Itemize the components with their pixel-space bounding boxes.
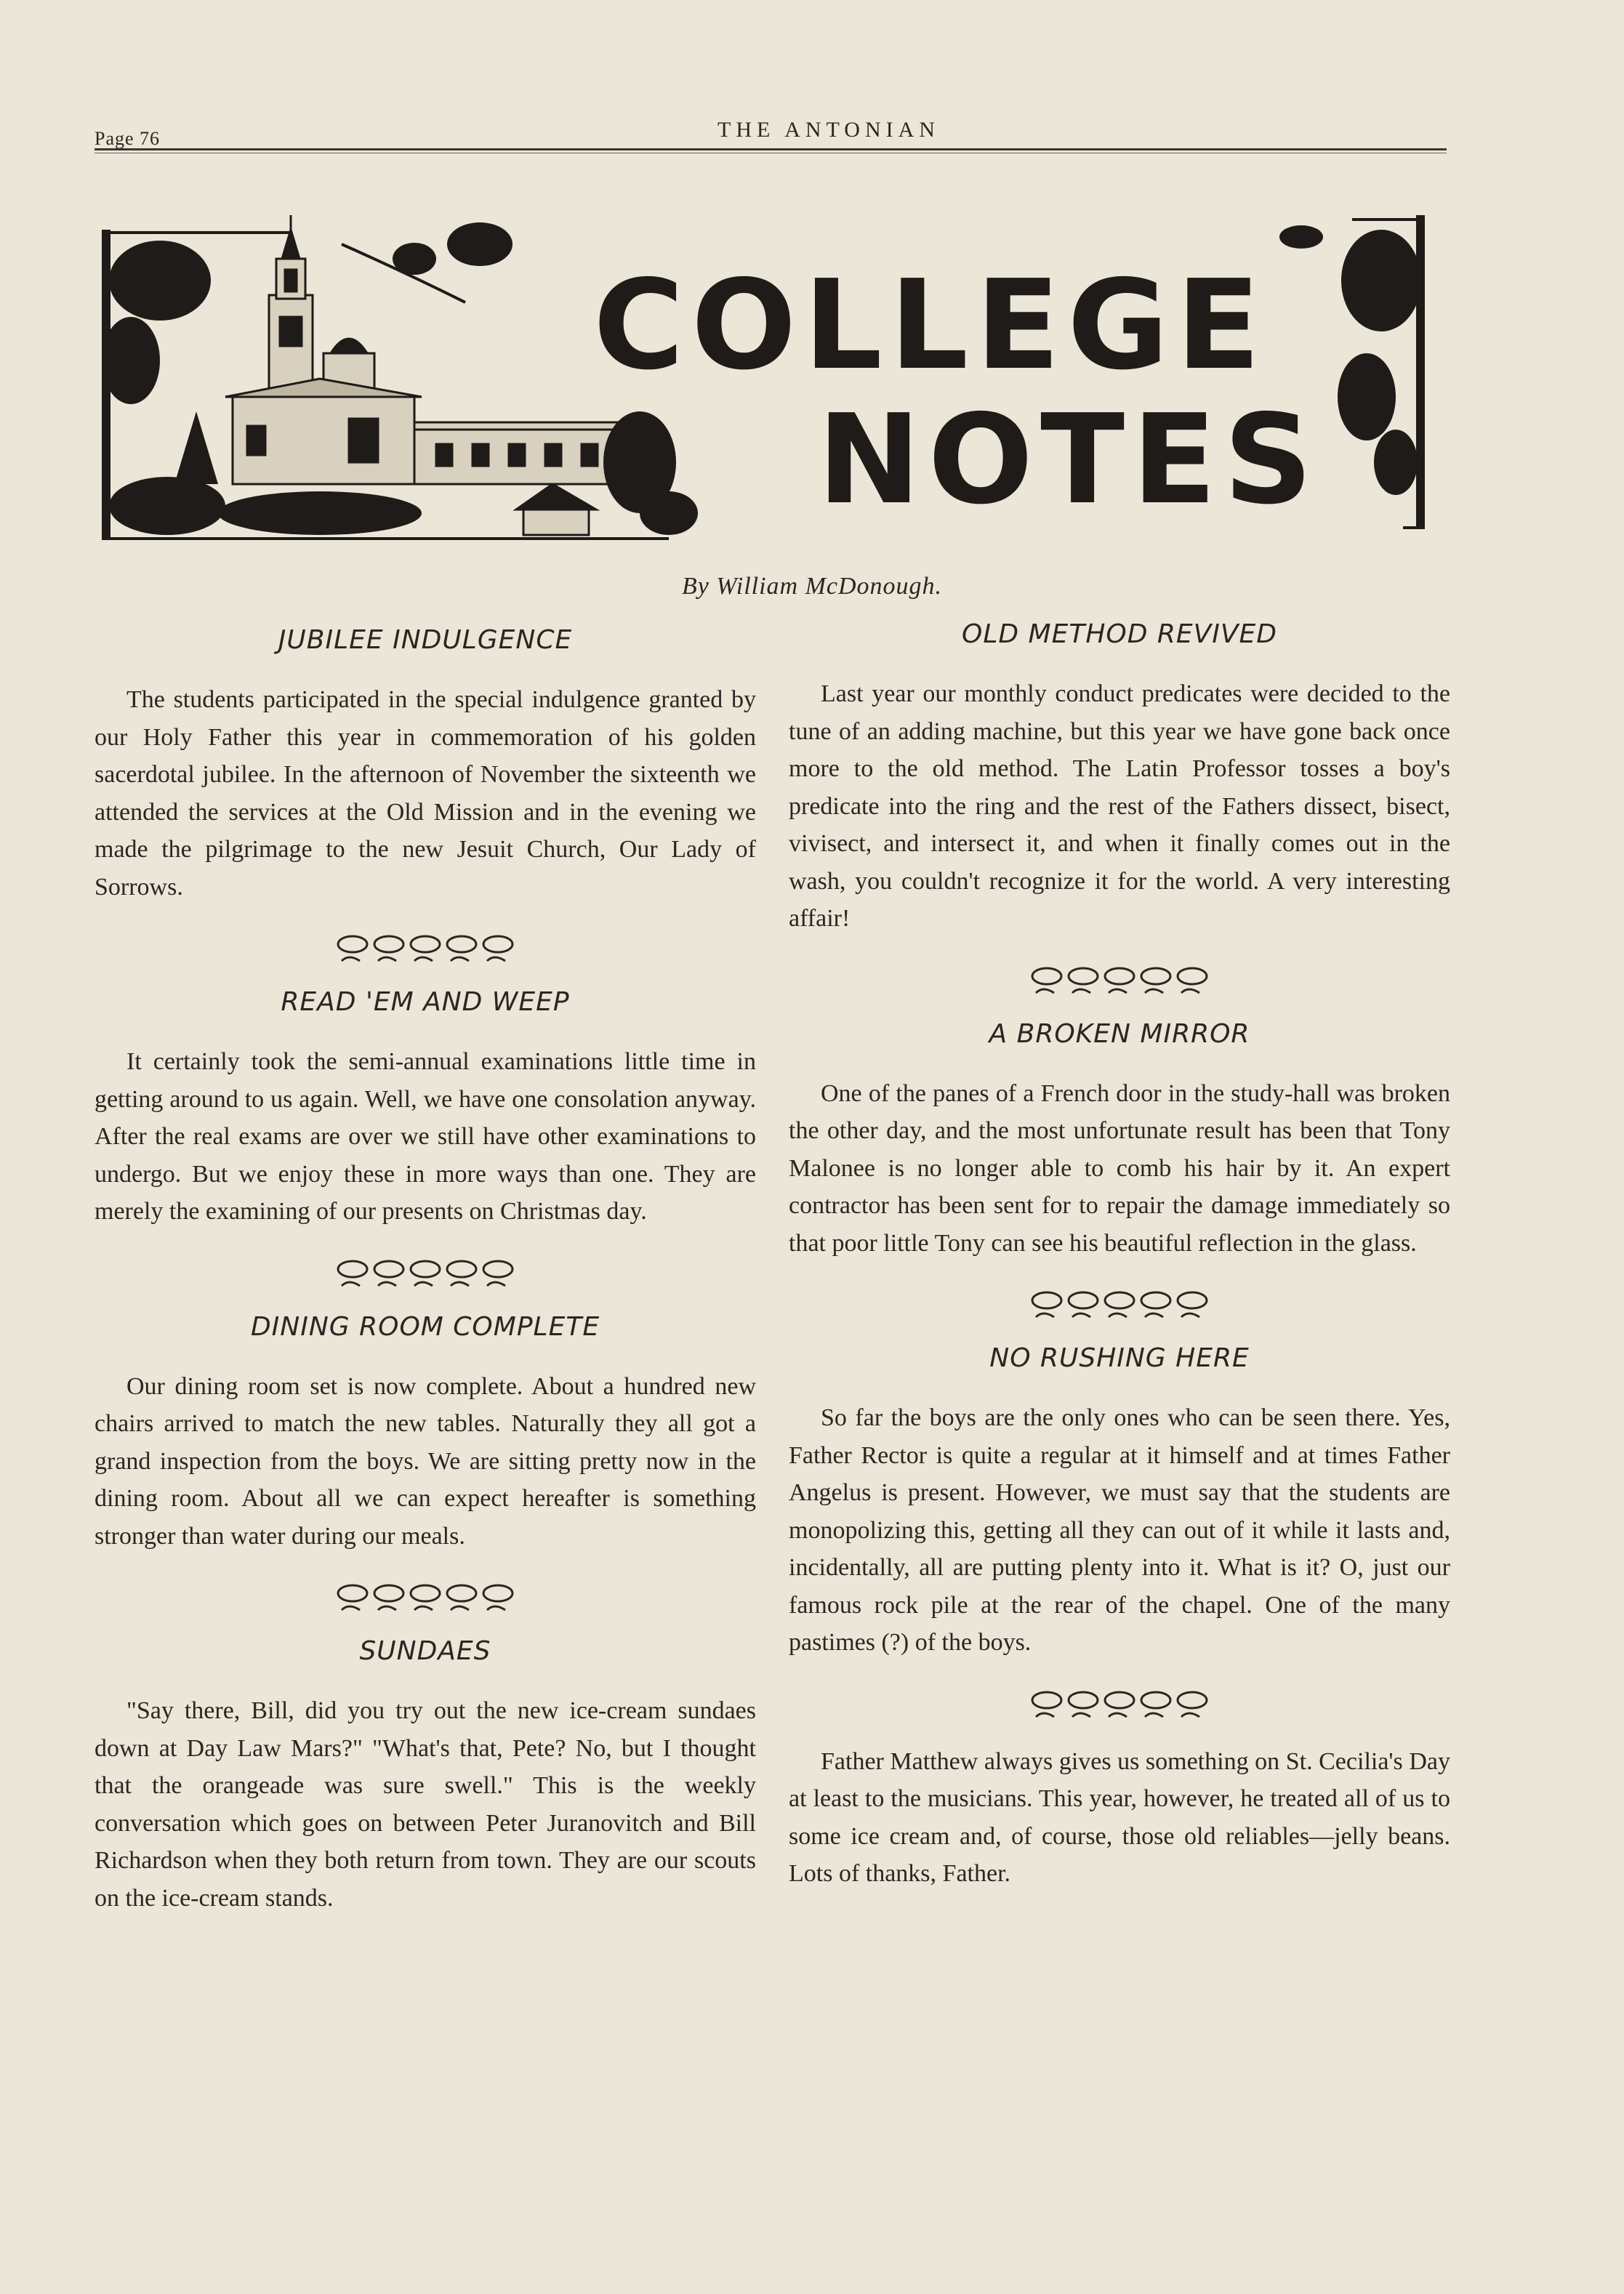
article-body: "Say there, Bill, did you try out the new ice-cream sundaes down at Day Law Mars?" "What's that, Pete? No, but I thought that the orangeade was sure swell." This is the weekly conversation which goes on between Peter Juranovitch and Bill Richardson when they both return from town. They are our scouts on the ice-cream stands. — [95, 1697, 756, 1912]
leaf-ornament-icon — [334, 1253, 516, 1297]
article-title: A BROKEN MIRROR — [989, 1018, 1250, 1049]
article-read-em-and-weep — [95, 987, 756, 1231]
magazine-title: THE ANTONIAN — [717, 118, 940, 142]
article-body: Our dining room set is now complete. About a hundred new chairs arrived to match the new tables. Naturally they all got a grand inspection from the boys. We are sitting pretty now in the dining room. About all we can expect hereafter is something stronger than water during our meals. — [95, 1372, 756, 1550]
leaf-ornament — [95, 1574, 756, 1625]
article-title: SUNDAES — [359, 1636, 491, 1666]
leaf-ornament-icon — [1029, 1284, 1210, 1328]
article-title: NO RUSHING HERE — [989, 1343, 1250, 1373]
college-notes-banner — [102, 215, 1432, 542]
leaf-ornament — [789, 1681, 1450, 1731]
right-column — [789, 619, 1450, 1912]
article-no-rushing-here — [789, 1343, 1450, 1662]
article-jubilee-indulgence — [95, 625, 756, 906]
article-body: Last year our monthly conduct predicates were decided to the tune of an adding machine, but this year we have gone back once more to the old method. The Latin Professor tosses a boy's predicate into the ring and the rest of the Fathers dissect, bisect, vivisect, and intersect it, and when it finally comes out in the wash, you couldn't recognize it for the world. A very interesting affair! — [789, 680, 1450, 932]
banner-word-notes: NOTES — [817, 388, 1320, 532]
article-body: The students participated in the special indulgence granted by our Holy Father this year in commemoration of his golden sacerdotal jubilee. In the afternoon of November the sixteenth we attended the services at the Old Mission and in the evening we made the pilgrimage to the new Jesuit Church, Our Lady of Sorrows. — [95, 686, 756, 901]
leaf-ornament-icon — [1029, 960, 1210, 1004]
leaf-ornament-icon — [334, 1577, 516, 1621]
article-old-method-revived — [789, 619, 1450, 938]
leaf-ornament-icon — [1029, 1684, 1210, 1728]
page-number: Page 76 — [95, 128, 161, 149]
article-title: JUBILEE INDULGENCE — [278, 625, 573, 655]
article-dining-room-complete — [95, 1312, 756, 1556]
running-header — [95, 116, 1447, 153]
banner-word-college: COLLEGE — [593, 254, 1268, 398]
article-body: One of the panes of a French door in the study-hall was broken the other day, and the most unfortunate result has been that Tony Malonee is no longer able to comb his hair by it. An expert contractor has been sent for to repair the damage immediately so that poor little Tony can see his beautiful reflection in the glass. — [789, 1079, 1450, 1257]
header-rule — [95, 148, 1447, 150]
left-column — [95, 625, 756, 1936]
leaf-ornament — [95, 925, 756, 975]
article-title: OLD METHOD REVIVED — [961, 619, 1278, 649]
banner-illustration — [102, 215, 1432, 542]
leaf-ornament — [789, 1281, 1450, 1332]
leaf-ornament — [95, 1249, 756, 1300]
article-st-cecilia — [789, 1743, 1450, 1893]
article-sundaes — [95, 1636, 756, 1917]
article-title: DINING ROOM COMPLETE — [250, 1311, 600, 1342]
article-body: So far the boys are the only ones who can be seen there. Yes, Father Rector is quite a regular at it himself and at times Father Angelus is present. However, we must say that the students are monopolizing this, getting all they can out of it while it lasts and, incidentally, all are putting plenty into it. What is it? O, just our famous rock pile at the rear of the chapel. One of the many pastimes (?) of the boys. — [789, 1404, 1450, 1656]
article-body: It certainly took the semi-annual examinations little time in getting around to us again. Well, we have one consolation anyway. After the real exams are over we still have other examinations to undergo. But we enjoy these in more ways than one. They are merely the examining of our presents on Christmas day. — [95, 1048, 756, 1225]
article-body: Father Matthew always gives us something on St. Cecilia's Day at least to the musicians. This year, however, he treated all of us to some ice cream and, of course, those old reliables—jelly beans. Lots of thanks, Father. — [789, 1747, 1450, 1887]
article-a-broken-mirror — [789, 1019, 1450, 1263]
leaf-ornament — [789, 957, 1450, 1007]
byline: By William McDonough. — [681, 573, 943, 600]
leaf-ornament-icon — [334, 928, 516, 972]
article-title: READ 'EM AND WEEP — [281, 987, 570, 1017]
mission-church-drawing — [225, 215, 647, 535]
